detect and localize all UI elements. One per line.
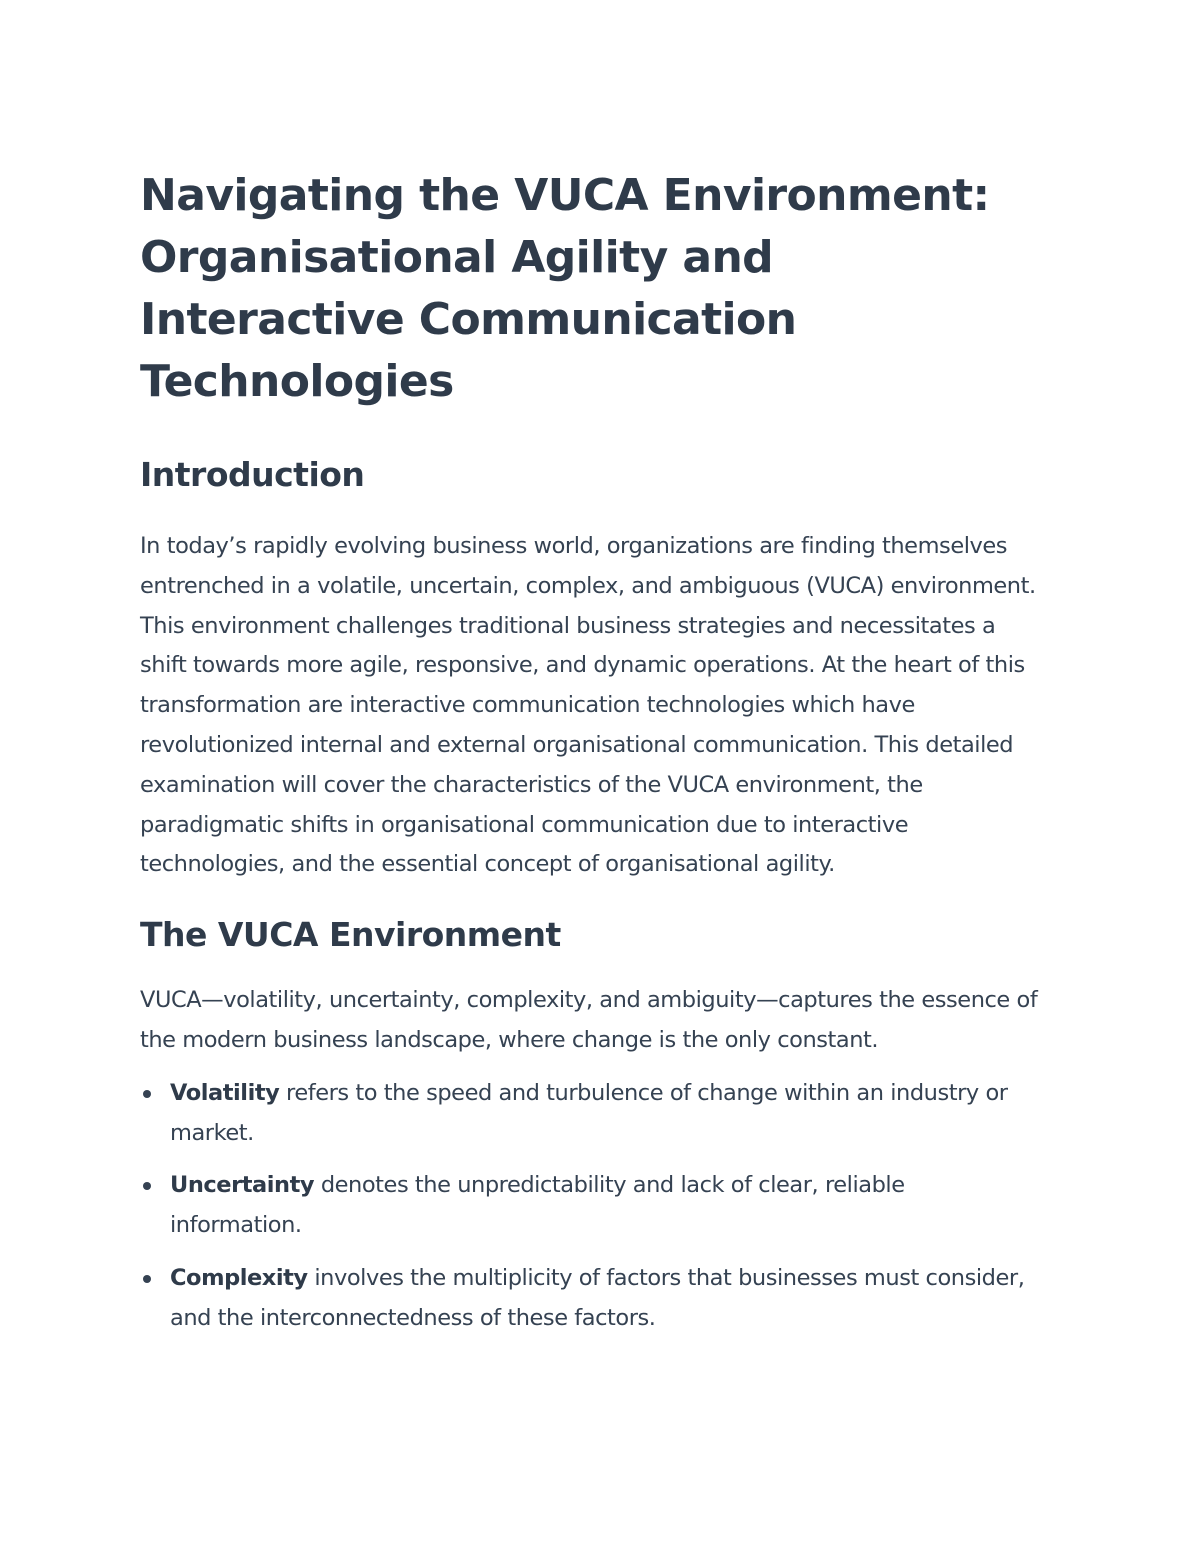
document-page: [140, 165, 1040, 1352]
bullet-text: involves the multiplicity of factors that businesses must consider, and the interconnectedness of these factors.: [170, 1264, 1025, 1331]
section-heading-vuca-environment: The VUCA Environment: [140, 915, 561, 955]
bullet-text: refers to the speed and turbulence of change within an industry or market.: [170, 1079, 1008, 1146]
section-heading-introduction: Introduction: [140, 455, 365, 494]
vuca-bullet-list: [140, 1074, 1040, 1339]
introduction-paragraph: In today’s rapidly evolving business world, organizations are finding themselves entrenched in a volatile, uncertain, complex, and ambiguous (VUCA) environment. This environment challenges traditional business strategies and necessitates a shift towards more agile, responsive, and dynamic operations. At the heart of this transformation are interactive communication technologies which have revolutionized internal and external organisational communication. This detailed examination will cover the characteristics of the VUCA environment, the paradigmatic shifts in organisational communication due to interactive technologies, and the essential concept of organisational agility.: [140, 533, 1036, 878]
bullet-item-complexity: [140, 1259, 1040, 1339]
bullet-dot-icon: [143, 1090, 151, 1098]
bullet-term: Complexity: [170, 1264, 308, 1291]
bullet-dot-icon: [143, 1182, 151, 1190]
bullet-term: Volatility: [170, 1079, 280, 1106]
document-title: Navigating the VUCA Environment: Organisational Agility and Interactive Communication Technologies: [140, 170, 990, 407]
bullet-item-uncertainty: [140, 1166, 1040, 1246]
bullet-text: denotes the unpredictability and lack of clear, reliable information.: [170, 1172, 905, 1239]
bullet-dot-icon: [143, 1275, 151, 1283]
vuca-paragraph: VUCA—volatility, uncertainty, complexity, and ambiguity—captures the essence of the modern business landscape, where change is the only constant.: [140, 987, 1038, 1053]
bullet-item-volatility: [140, 1074, 1040, 1154]
bullet-term: Uncertainty: [170, 1172, 315, 1199]
